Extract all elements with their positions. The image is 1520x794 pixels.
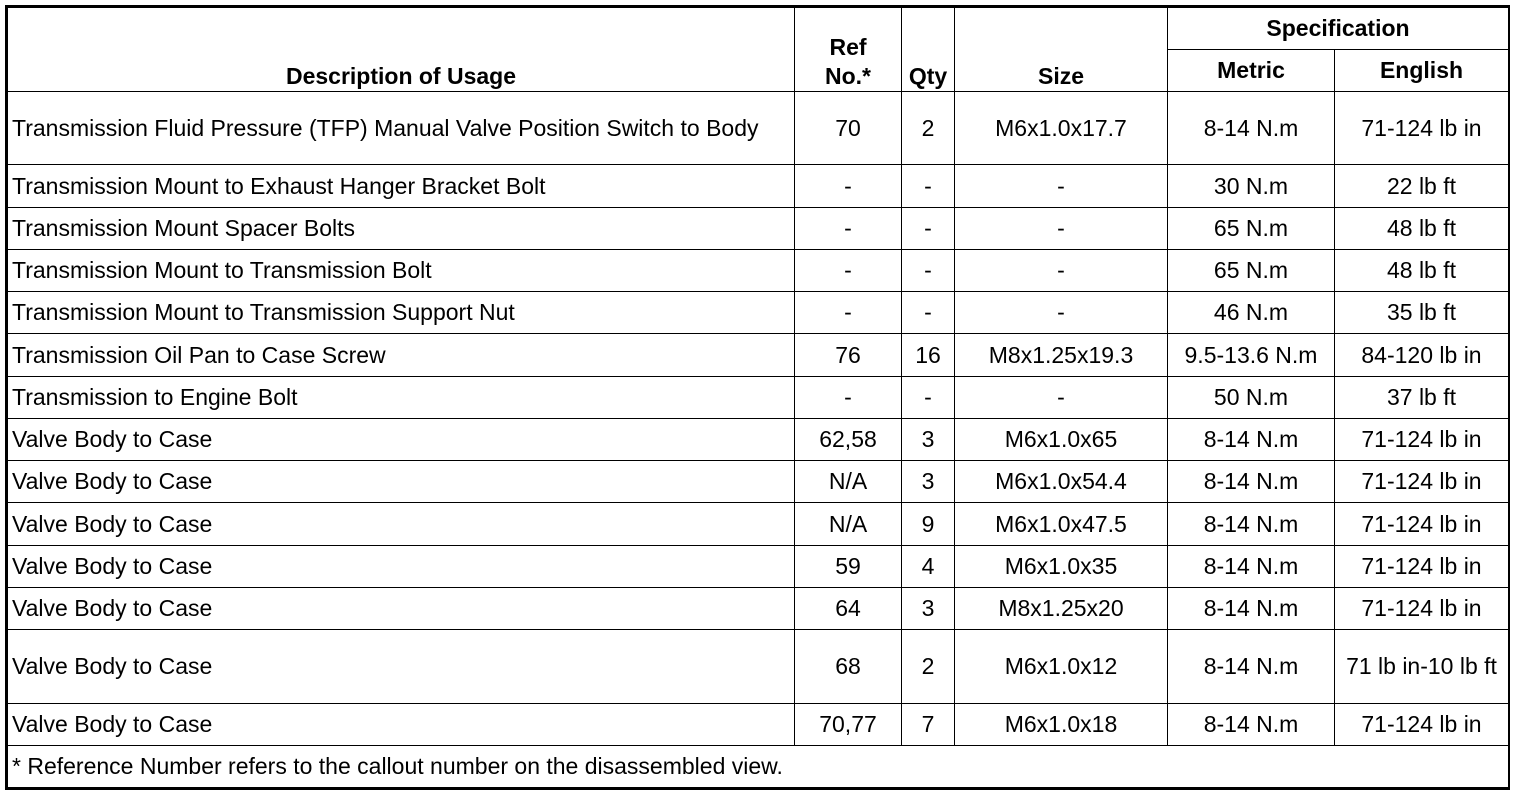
spec-table-body [8, 92, 1509, 746]
cell-english: 71-124 lb in [1335, 503, 1509, 545]
cell-metric: 8-14 N.m [1168, 587, 1335, 629]
table-row [8, 165, 1509, 207]
cell-metric: 65 N.m [1168, 249, 1335, 291]
cell-metric: 8-14 N.m [1168, 703, 1335, 745]
cell-metric: 8-14 N.m [1168, 630, 1335, 703]
cell-description: Transmission Fluid Pressure (TFP) Manual Valve Position Switch to Body [8, 92, 795, 165]
cell-english: 71-124 lb in [1335, 461, 1509, 503]
table-row [8, 587, 1509, 629]
table-row [8, 249, 1509, 291]
cell-description: Transmission Mount to Transmission Bolt [8, 249, 795, 291]
cell-metric: 8-14 N.m [1168, 461, 1335, 503]
cell-qty: - [902, 207, 955, 249]
header-size: Size [955, 8, 1168, 92]
cell-size: - [955, 292, 1168, 334]
cell-description: Transmission Mount to Transmission Support Nut [8, 292, 795, 334]
cell-size: M6x1.0x18 [955, 703, 1168, 745]
cell-ref: - [795, 376, 902, 418]
torque-spec-table [7, 7, 1509, 788]
spec-table-frame [5, 5, 1510, 790]
cell-description: Valve Body to Case [8, 703, 795, 745]
cell-ref: 76 [795, 334, 902, 376]
header-metric: Metric [1168, 50, 1335, 92]
cell-description: Transmission Mount to Exhaust Hanger Bracket Bolt [8, 165, 795, 207]
cell-qty: - [902, 249, 955, 291]
table-row [8, 545, 1509, 587]
table-row [8, 376, 1509, 418]
cell-ref: 62,58 [795, 418, 902, 460]
cell-ref: N/A [795, 461, 902, 503]
cell-qty: 7 [902, 703, 955, 745]
cell-size: M8x1.25x20 [955, 587, 1168, 629]
cell-metric: 30 N.m [1168, 165, 1335, 207]
cell-ref: - [795, 292, 902, 334]
cell-size: M6x1.0x17.7 [955, 92, 1168, 165]
cell-qty: 16 [902, 334, 955, 376]
cell-ref: N/A [795, 503, 902, 545]
cell-description: Valve Body to Case [8, 545, 795, 587]
cell-size: M6x1.0x12 [955, 630, 1168, 703]
cell-metric: 65 N.m [1168, 207, 1335, 249]
cell-ref: 70,77 [795, 703, 902, 745]
cell-metric: 46 N.m [1168, 292, 1335, 334]
cell-ref: 64 [795, 587, 902, 629]
cell-english: 22 lb ft [1335, 165, 1509, 207]
cell-english: 48 lb ft [1335, 207, 1509, 249]
cell-size: - [955, 376, 1168, 418]
cell-english: 71-124 lb in [1335, 545, 1509, 587]
cell-qty: 2 [902, 630, 955, 703]
cell-english: 71-124 lb in [1335, 587, 1509, 629]
cell-qty: - [902, 165, 955, 207]
header-specification: Specification [1168, 8, 1509, 50]
cell-ref: - [795, 207, 902, 249]
cell-english: 35 lb ft [1335, 292, 1509, 334]
table-row [8, 503, 1509, 545]
cell-description: Valve Body to Case [8, 461, 795, 503]
header-description: Description of Usage [8, 8, 795, 92]
cell-english: 71 lb in-10 lb ft [1335, 630, 1509, 703]
table-row [8, 418, 1509, 460]
cell-qty: 3 [902, 587, 955, 629]
cell-size: - [955, 207, 1168, 249]
cell-description: Valve Body to Case [8, 587, 795, 629]
cell-description: Transmission Oil Pan to Case Screw [8, 334, 795, 376]
header-english: English [1335, 50, 1509, 92]
header-ref-no [795, 8, 902, 92]
cell-english: 84-120 lb in [1335, 334, 1509, 376]
cell-metric: 9.5-13.6 N.m [1168, 334, 1335, 376]
footnote: * Reference Number refers to the callout number on the disassembled view. [8, 746, 1509, 788]
table-row [8, 461, 1509, 503]
cell-english: 48 lb ft [1335, 249, 1509, 291]
cell-size: M6x1.0x65 [955, 418, 1168, 460]
header-ref-no-text: Ref No.* [825, 34, 871, 89]
cell-ref: - [795, 165, 902, 207]
cell-qty: - [902, 292, 955, 334]
table-row [8, 630, 1509, 703]
cell-qty: 2 [902, 92, 955, 165]
cell-qty: 3 [902, 461, 955, 503]
cell-size: - [955, 165, 1168, 207]
cell-size: M6x1.0x54.4 [955, 461, 1168, 503]
cell-english: 71-124 lb in [1335, 418, 1509, 460]
table-row [8, 92, 1509, 165]
cell-qty: 4 [902, 545, 955, 587]
table-row [8, 207, 1509, 249]
cell-qty: 3 [902, 418, 955, 460]
cell-ref: - [795, 249, 902, 291]
cell-metric: 8-14 N.m [1168, 92, 1335, 165]
cell-ref: 59 [795, 545, 902, 587]
cell-qty: 9 [902, 503, 955, 545]
table-row [8, 292, 1509, 334]
cell-size: M8x1.25x19.3 [955, 334, 1168, 376]
cell-description: Valve Body to Case [8, 418, 795, 460]
cell-english: 37 lb ft [1335, 376, 1509, 418]
cell-metric: 50 N.m [1168, 376, 1335, 418]
cell-metric: 8-14 N.m [1168, 503, 1335, 545]
cell-metric: 8-14 N.m [1168, 545, 1335, 587]
cell-size: M6x1.0x47.5 [955, 503, 1168, 545]
table-row [8, 703, 1509, 745]
cell-ref: 70 [795, 92, 902, 165]
cell-description: Transmission Mount Spacer Bolts [8, 207, 795, 249]
header-qty: Qty [902, 8, 955, 92]
cell-description: Transmission to Engine Bolt [8, 376, 795, 418]
cell-description: Valve Body to Case [8, 503, 795, 545]
cell-metric: 8-14 N.m [1168, 418, 1335, 460]
cell-ref: 68 [795, 630, 902, 703]
cell-english: 71-124 lb in [1335, 703, 1509, 745]
cell-size: M6x1.0x35 [955, 545, 1168, 587]
cell-qty: - [902, 376, 955, 418]
cell-description: Valve Body to Case [8, 630, 795, 703]
cell-english: 71-124 lb in [1335, 92, 1509, 165]
table-row [8, 334, 1509, 376]
cell-size: - [955, 249, 1168, 291]
